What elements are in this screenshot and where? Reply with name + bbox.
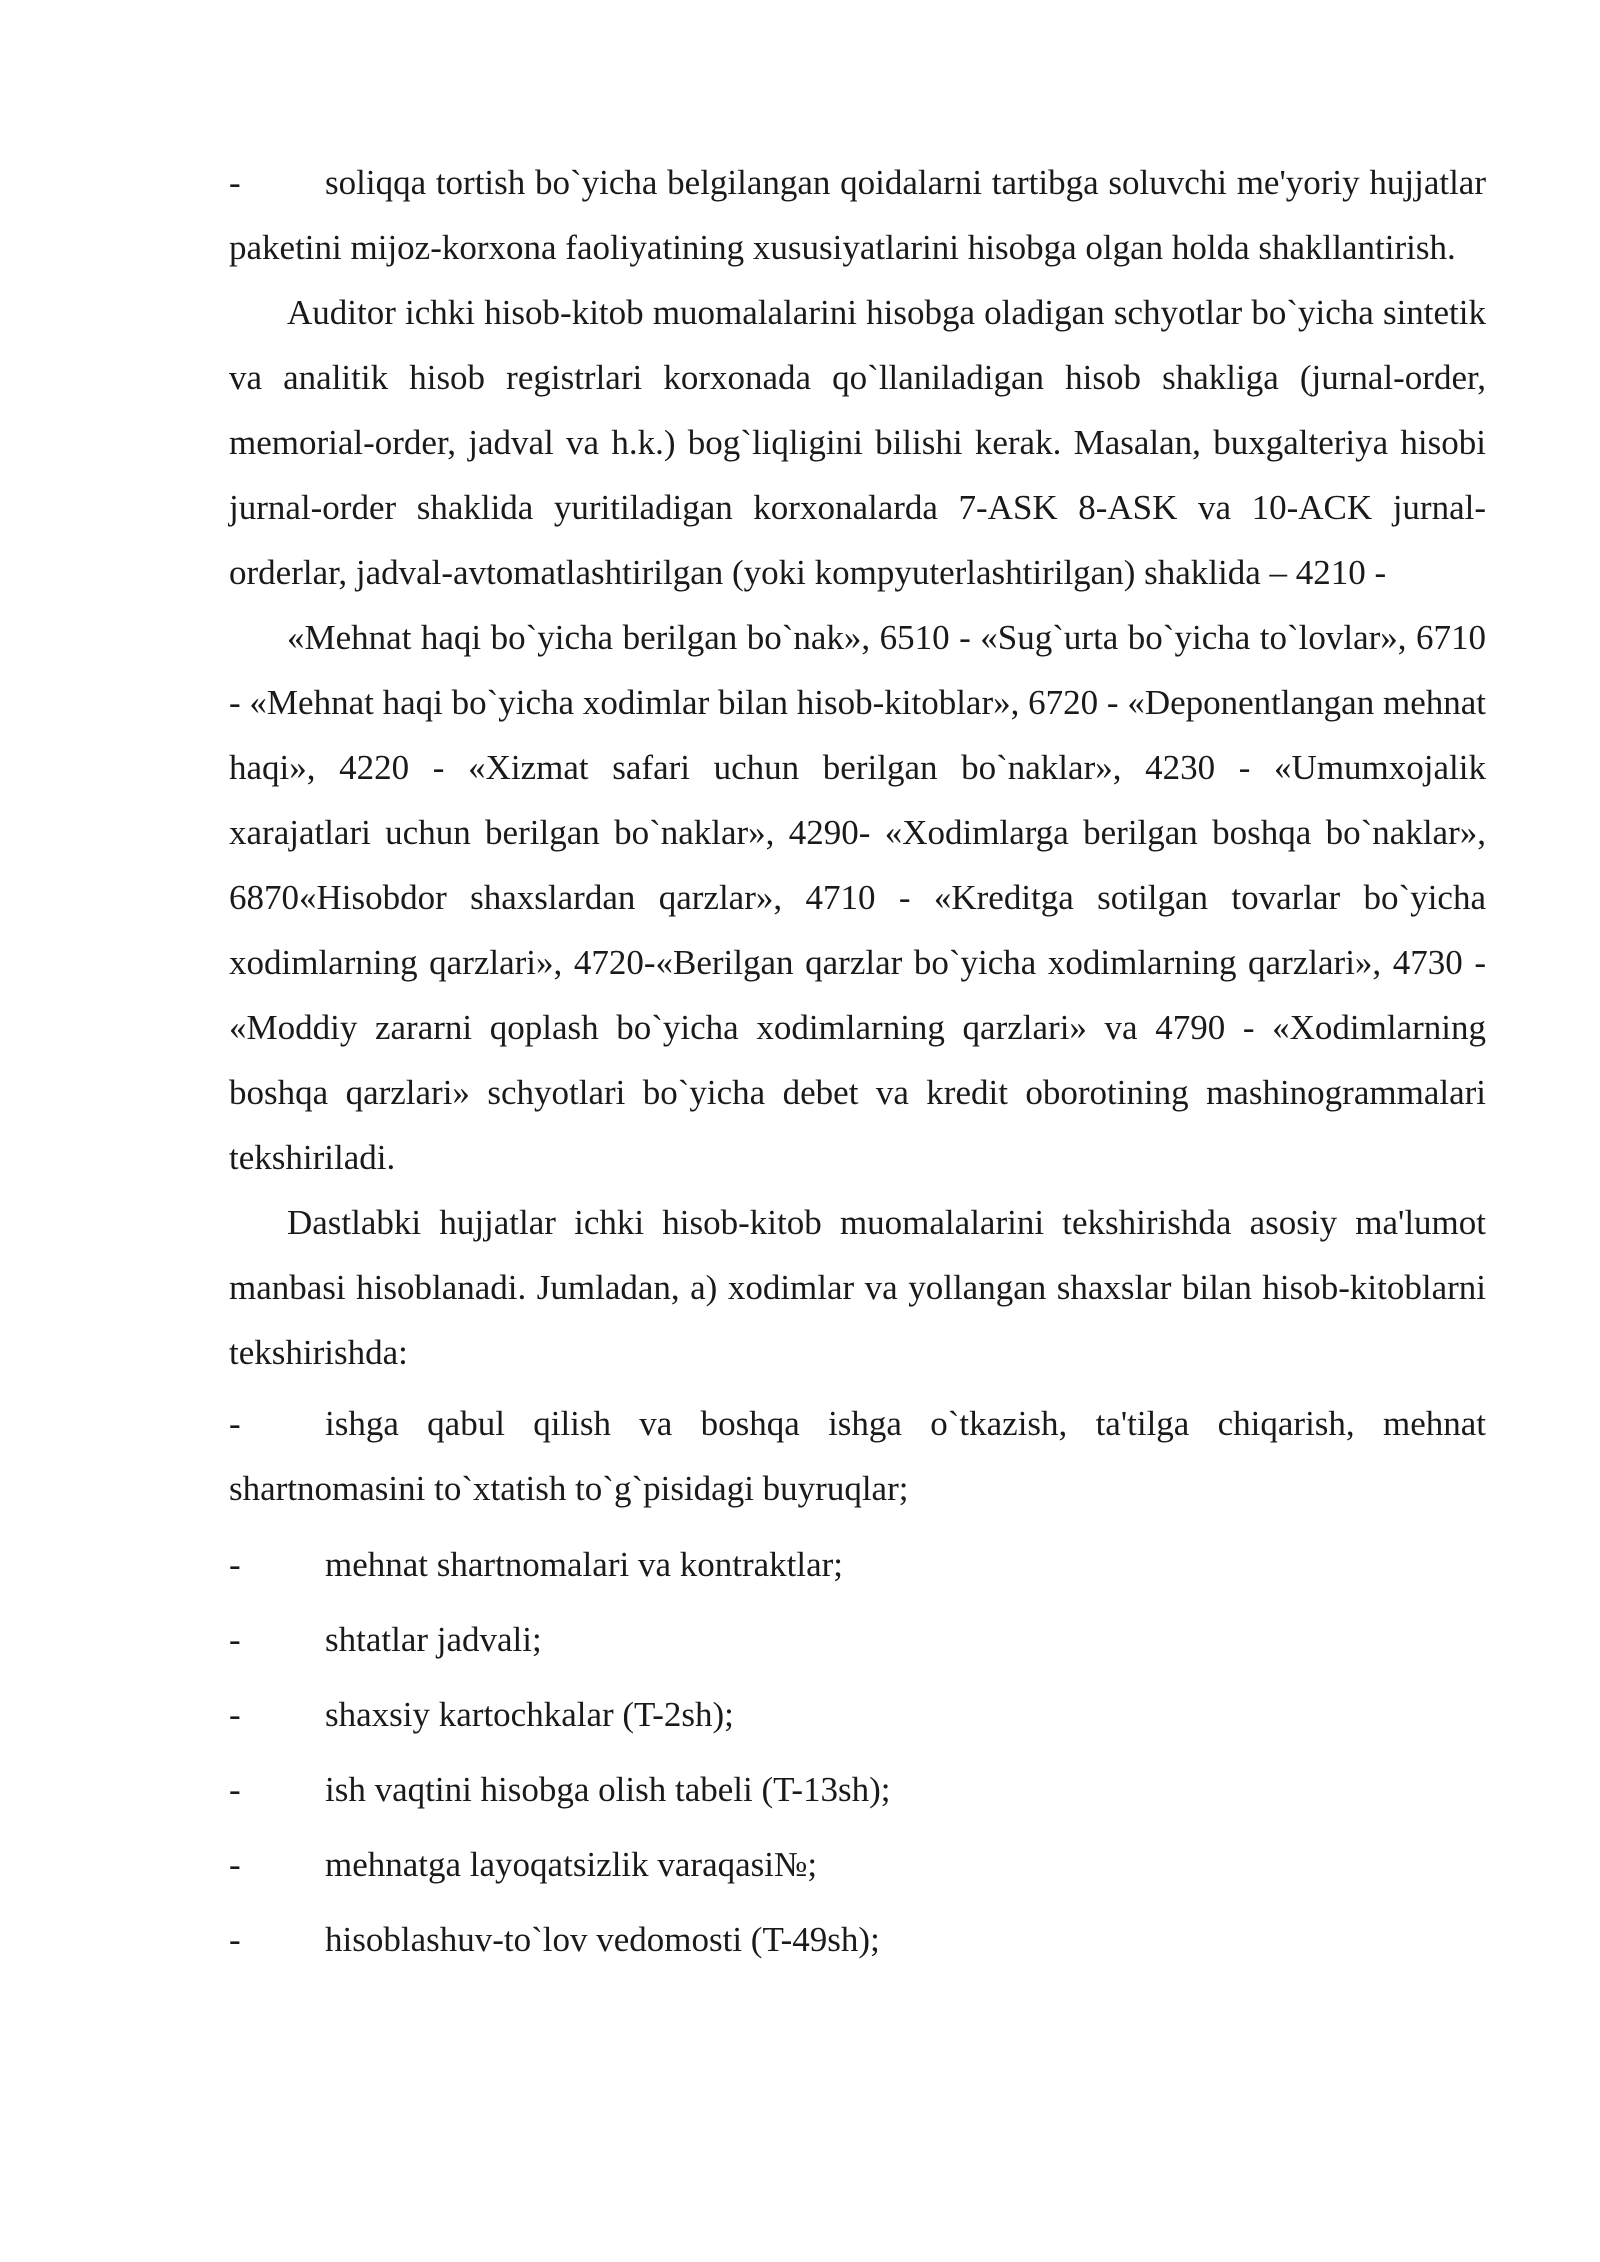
list-item	[229, 1391, 1486, 1521]
bullet-dash: -	[229, 163, 241, 202]
bullet-dash: -	[229, 1695, 241, 1734]
list-item	[229, 1527, 1486, 1602]
paragraph-primary-documents: Dastlabki hujjatlar ichki hisob-kitob muomalalarini tekshirishda asosiy ma'lumot manbasi hisoblanadi. Jumladan, a) xodimlar va yollangan shaxslar bilan hisob-kitoblarni tekshirishda:	[229, 1203, 1486, 1372]
list-item-text: shaxsiy kartochkalar (T-2sh);	[325, 1695, 734, 1734]
list-item	[229, 1827, 1486, 1902]
list-item-text: shtatlar jadvali;	[325, 1620, 542, 1659]
bullet-text: soliqqa tortish bo`yicha belgilangan qoidalarni tartibga soluvchi me'yoriy hujjatlar paketini mijoz-korxona faoliyatining xususiyatlarini hisobga olgan holda shakllantirish.	[229, 163, 1486, 267]
list-item	[229, 1677, 1486, 1752]
list-item-text: mehnatga layoqatsizlik varaqasi№;	[325, 1845, 818, 1884]
document-page	[229, 150, 1486, 1977]
bullet-dash: -	[229, 1920, 241, 1959]
list-item	[229, 1752, 1486, 1827]
list-item-text: ishga qabul qilish va boshqa ishga o`tkazish, ta'tilga chiqarish, mehnat shartnomasini to`xtatish to`g`pisidagi buyruqlar;	[229, 1404, 1486, 1508]
bullet-dash: -	[229, 1845, 241, 1884]
intro-bullet	[229, 150, 1486, 280]
list-item	[229, 1602, 1486, 1677]
list-item-text: hisoblashuv-to`lov vedomosti (T-49sh);	[325, 1920, 880, 1959]
paragraph-auditor: Auditor ichki hisob-kitob muomalalarini hisobga oladigan schyotlar bo`yicha sintetik va analitik hisob registrlari korxonada qo`llaniladigan hisob shakliga (jurnal-order, memorial-order, jadval va h.k.) bog`liqligini bilishi kerak. Masalan, buxgalteriya hisobi jurnal-order shaklida yuritiladigan korxonalarda 7-ASK 8-ASK va 10-ACK jurnal-orderlar, jadval-avtomatlashtirilgan (yoki kompyuterlashtirilgan) shaklida – 4210 -	[229, 293, 1486, 592]
bullet-dash: -	[229, 1545, 241, 1584]
bullet-dash: -	[229, 1404, 241, 1443]
bullet-dash: -	[229, 1770, 241, 1809]
list-item-text: ish vaqtini hisobga olish tabeli (T-13sh);	[325, 1770, 891, 1809]
paragraph-accounts: «Mehnat haqi bo`yicha berilgan bo`nak», 6510 - «Sug`urta bo`yicha to`lovlar», 6710 - «Mehnat haqi bo`yicha xodimlar bilan hisob-kitoblar», 6720 - «Deponentlangan mehnat haqi», 4220 - «Xizmat safari uchun berilgan bo`naklar», 4230 - «Umumxojalik xarajatlari uchun berilgan bo`naklar», 4290- «Xodimlarga berilgan boshqa bo`naklar», 6870«Hisobdor shaxslardan qarzlar», 4710 - «Kreditga sotilgan tovarlar bo`yicha xodimlarning qarzlari», 4720-«Berilgan qarzlar bo`yicha xodimlarning qarzlari», 4730 - «Moddiy zararni qoplash bo`yicha xodimlarning qarzlari» va 4790 - «Xodimlarning boshqa qarzlari» schyotlari bo`yicha debet va kredit oborotining mashinogrammalari tekshiriladi.	[229, 618, 1486, 1177]
list-item	[229, 1902, 1486, 1977]
list-item-text: mehnat shartnomalari va kontraktlar;	[325, 1545, 844, 1584]
bullet-dash: -	[229, 1620, 241, 1659]
